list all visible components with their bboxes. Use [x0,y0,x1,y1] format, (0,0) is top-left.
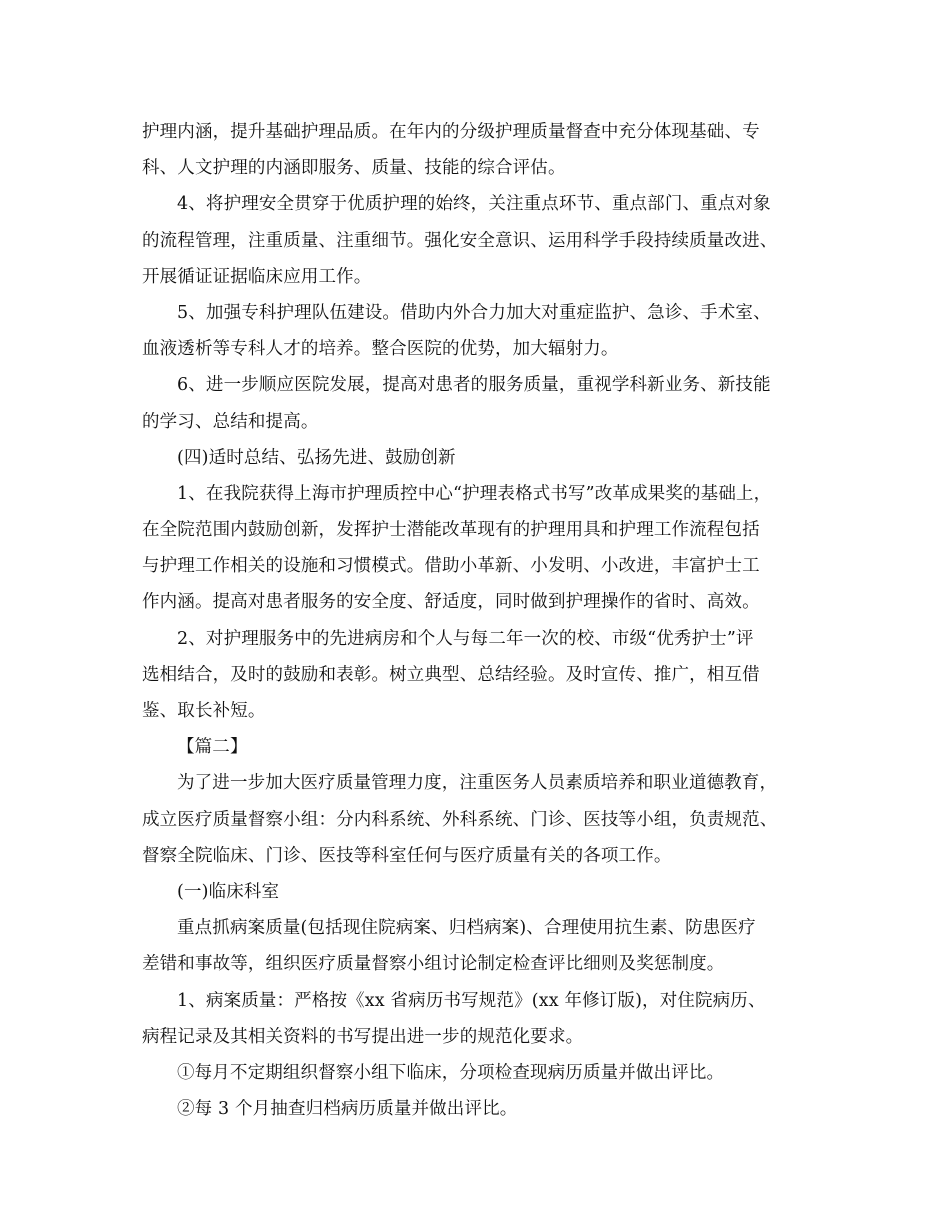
text-line: 6、进一步顺应医院发展，提高对患者的服务质量，重视学科新业务、新技能 [177,375,771,396]
text-line: 1、病案质量：严格按《xx 省病历书写规范》(xx 年修订版)，对住院病历、 [177,990,766,1011]
text-line: ①每月不定期组织督察小组下临床，分项检查现病历质量并做出评比。 [177,1062,725,1083]
text-line: 开展循证证据临床应用工作。 [142,266,372,287]
text-line: 鉴、取长补短。 [142,701,266,721]
text-line: (四)适时总结、弘扬先进、鼓励创新 [177,447,456,468]
text-line: 护理内涵，提升基础护理品质。在年内的分级护理质量督查中充分体现基础、专 [142,122,760,142]
text-line: 与护理工作相关的设施和习惯模式。借助小革新、小发明、小改进，丰富护士工 [142,556,760,577]
text-line: 2、对护理服务中的先进病房和个人与每二年一次的校、市级“优秀护士”评 [177,628,754,649]
text-line: (一)临床科室 [177,881,280,902]
text-line: 血液透析等专科人才的培养。整合医院的优势，加大辐射力。 [142,339,619,360]
text-line: 病程记录及其相关资料的书写提出进一步的规范化要求。 [142,1026,584,1047]
text-line: 督察全院临床、门诊、医技等科室任何与医疗质量有关的各项工作。 [142,845,672,866]
document-body [142,114,822,1127]
text-line: 为了进一步加大医疗质量管理力度，注重医务人员素质培养和职业道德教育， [177,773,778,794]
text-line: 5、加强专科护理队伍建设。借助内外合力加大对重症监护、急诊、手术室、 [177,302,771,323]
text-line: 作内涵。提高对患者服务的安全度、舒适度，同时做到护理操作的省时、高效。 [142,592,760,613]
text-line: 重点抓病案质量(包括现住院病案、归档病案)、合理使用抗生素、防患医疗 [177,918,756,939]
text-line: 1、在我院获得上海市护理质控中心“护理表格式书写”改革成果奖的基础上， [177,483,772,504]
text-line: 的学习、总结和提高。 [142,411,319,432]
text-line: 科、人文护理的内涵即服务、质量、技能的综合评估。 [142,158,566,179]
text-line: 在全院范围内鼓励创新，发挥护士潜能改革现有的护理用具和护理工作流程包括 [142,520,760,541]
text-line: 的流程管理，注重质量、注重细节。强化安全意识、运用科学手段持续质量改进、 [142,230,778,251]
text-line: 成立医疗质量督察小组：分内科系统、外科系统、门诊、医技等小组，负责规范、 [142,809,778,830]
text-line: 差错和事故等，组织医疗质量督察小组讨论制定检查评比细则及奖惩制度。 [142,954,725,975]
text-line: 【篇二】 [177,737,248,758]
text-line: 4、将护理安全贯穿于优质护理的始终，关注重点环节、重点部门、重点对象 [177,194,771,215]
text-line: ②每 3 个月抽查归档病历质量并做出评比。 [177,1099,518,1120]
text-line: 选相结合，及时的鼓励和表彰。树立典型、总结经验。及时宣传、推广，相互借 [142,664,760,685]
